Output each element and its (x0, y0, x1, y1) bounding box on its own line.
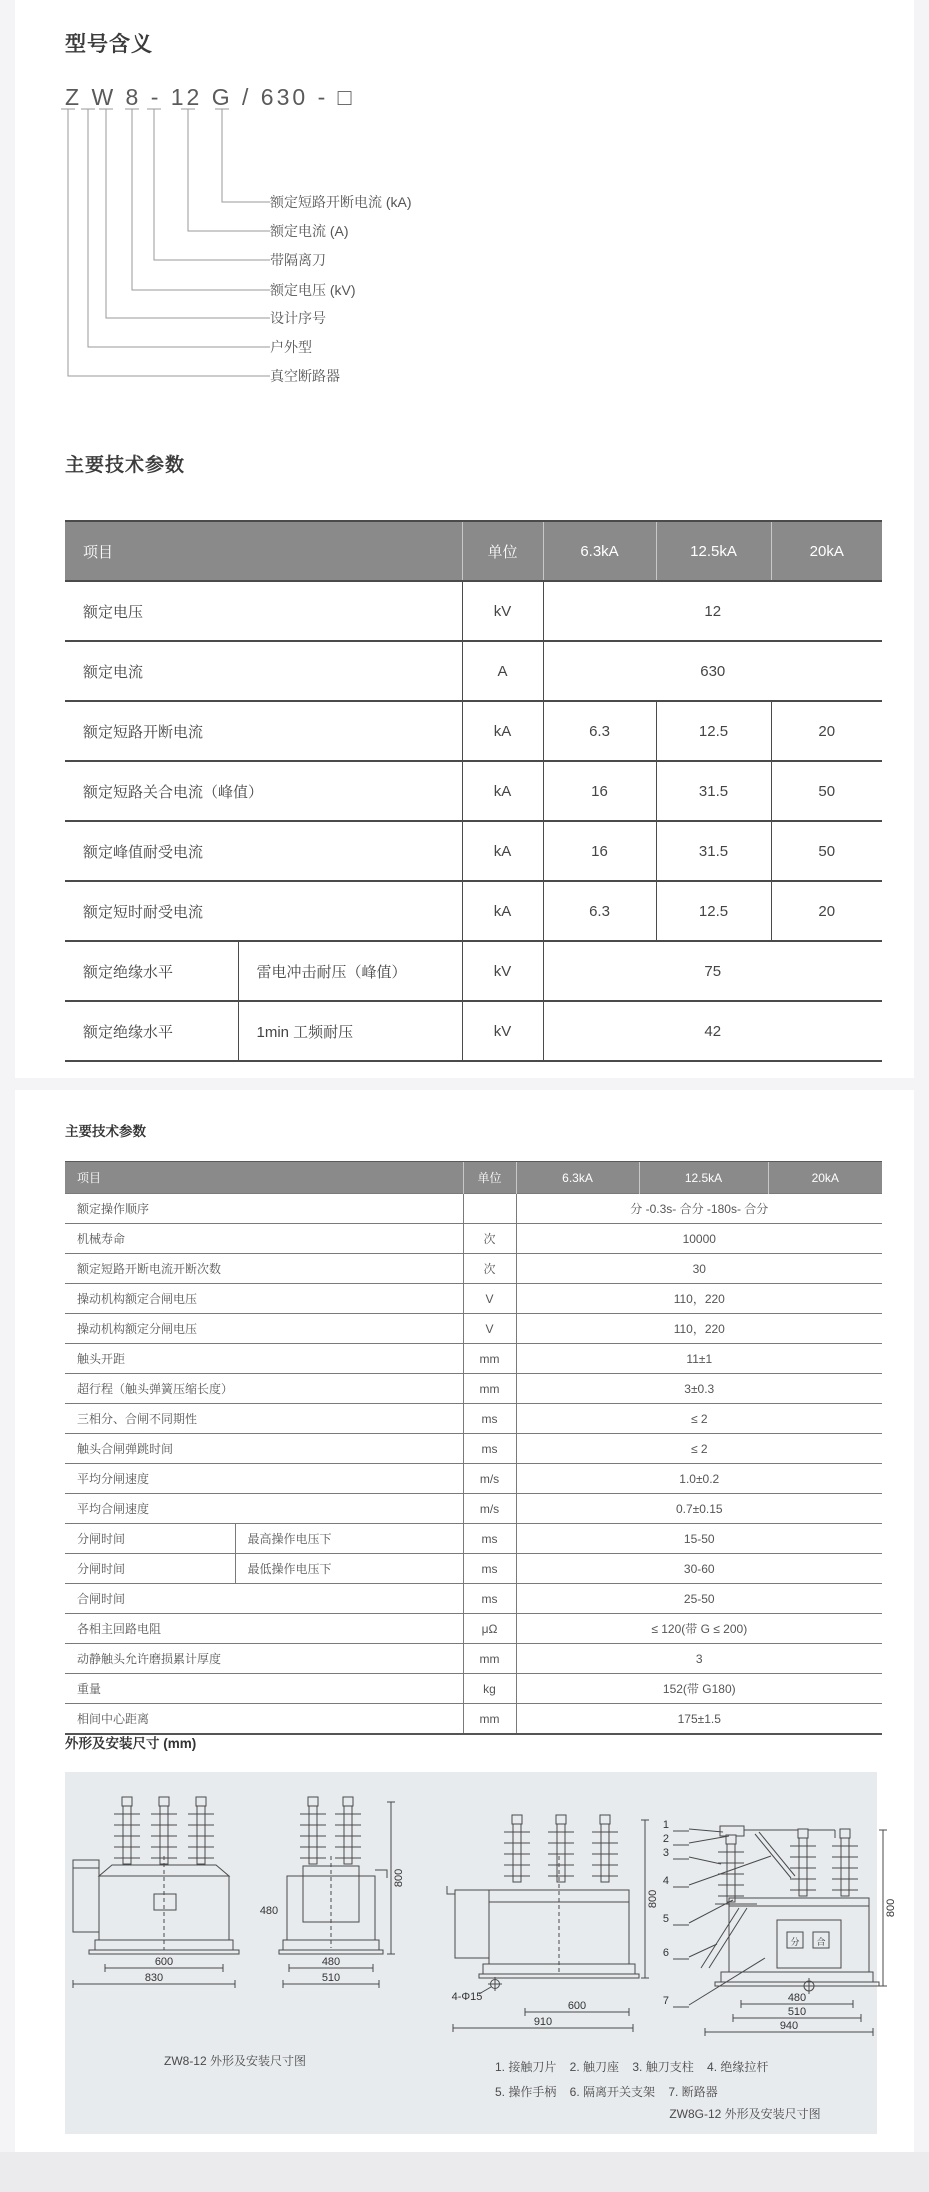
header-cell: 12.5kA (639, 1162, 768, 1194)
table-header-row (65, 521, 882, 581)
unit-cell: A (462, 641, 543, 701)
param-sub-cell: 雷电冲击耐压（峰值） (238, 941, 462, 1001)
detail-params-heading: 主要技术参数 (65, 1124, 146, 1139)
unit-cell: kA (462, 701, 543, 761)
param-sub-cell: 1min 工频耐压 (238, 1001, 462, 1061)
unit-cell: 次 (463, 1254, 516, 1284)
callout-7: 7 (662, 1995, 669, 2007)
param-sub-cell: 最低操作电压下 (235, 1554, 463, 1584)
model-code: Z W 8 - 12 G / 630 - □ (65, 84, 355, 110)
legend-line-2: 5. 操作手柄 6. 隔离开关支架 7. 断路器 (495, 2085, 718, 2099)
header-cell: 20kA (768, 1162, 882, 1194)
header-cell: 单位 (463, 1162, 516, 1194)
model-label-design-serial: 设计序号 (270, 310, 326, 326)
table-row (65, 1644, 882, 1674)
value-cell: 16 (543, 761, 656, 821)
param-cell: 额定短路关合电流（峰值） (65, 761, 462, 821)
dim-b-holes: 4-Φ15 (451, 1991, 483, 2003)
table-row (65, 1194, 882, 1224)
dim-b-910: 910 (533, 2016, 553, 2028)
table-row (65, 1584, 882, 1614)
value-cell: 175±1.5 (516, 1704, 882, 1735)
table-row (65, 1494, 882, 1524)
param-cell: 三相分、合闸不同期性 (65, 1404, 463, 1434)
param-cell: 额定操作顺序 (65, 1194, 463, 1224)
param-cell: 操动机构额定分闸电压 (65, 1314, 463, 1344)
unit-cell: m/s (463, 1464, 516, 1494)
unit-cell: mm (463, 1344, 516, 1374)
unit-cell: kA (462, 881, 543, 941)
dim-a-480: 480 (321, 1956, 341, 1968)
unit-cell: ms (463, 1524, 516, 1554)
unit-cell: kV (462, 941, 543, 1001)
table-row (65, 1344, 882, 1374)
param-cell: 分闸时间 (65, 1524, 235, 1554)
zw8g-side-view (673, 1826, 887, 2036)
dim-b-800: 800 (647, 1889, 659, 1909)
table-header-row (65, 1162, 882, 1194)
param-cell: 分闸时间 (65, 1554, 235, 1584)
header-cell: 6.3kA (543, 521, 656, 581)
value-cell: 20 (771, 881, 882, 941)
param-cell: 触头合闸弹跳时间 (65, 1434, 463, 1464)
value-cell: 50 (771, 821, 882, 881)
param-cell: 额定电流 (65, 641, 462, 701)
callout-6: 6 (662, 1947, 669, 1959)
value-cell: 75 (543, 941, 882, 1001)
param-cell: 机械寿命 (65, 1224, 463, 1254)
dim-a-480-left: 480 (259, 1905, 279, 1917)
table-row (65, 941, 882, 1001)
unit-cell: kA (462, 761, 543, 821)
value-cell: 110，220 (516, 1284, 882, 1314)
header-cell: 20kA (771, 521, 882, 581)
dim-bs-510: 510 (787, 2006, 807, 2018)
value-cell: 3 (516, 1644, 882, 1674)
param-sub-cell: 最高操作电压下 (235, 1524, 463, 1554)
dim-bs-800: 800 (885, 1898, 897, 1918)
table-row (65, 1674, 882, 1704)
value-cell: 12.5 (656, 701, 771, 761)
table-row (65, 1224, 882, 1254)
model-meaning-section (15, 0, 914, 1078)
value-cell: 12 (543, 581, 882, 641)
table-row (65, 1254, 882, 1284)
value-cell: 25-50 (516, 1584, 882, 1614)
unit-cell: ms (463, 1404, 516, 1434)
param-cell: 平均合闸速度 (65, 1494, 463, 1524)
dim-b-600: 600 (567, 2000, 587, 2012)
model-label-rated-voltage: 额定电压 (kV) (270, 282, 356, 298)
value-cell: 20 (771, 701, 882, 761)
main-params-heading: 主要技术参数 (65, 455, 186, 476)
param-cell: 额定绝缘水平 (65, 941, 238, 1001)
value-cell: ≤ 2 (516, 1404, 882, 1434)
param-cell: 动静触头允许磨损累计厚度 (65, 1644, 463, 1674)
unit-cell: ms (463, 1434, 516, 1464)
unit-cell: V (463, 1314, 516, 1344)
header-cell: 项目 (65, 521, 462, 581)
table-row (65, 1524, 882, 1554)
switch-close-label: 合 (816, 1937, 826, 1947)
page-footer-band (0, 2152, 929, 2192)
unit-cell: mm (463, 1704, 516, 1735)
value-cell: 15-50 (516, 1524, 882, 1554)
value-cell: 630 (543, 641, 882, 701)
dim-a-600: 600 (154, 1956, 174, 1968)
callout-4: 4 (662, 1875, 669, 1887)
param-cell: 操动机构额定合闸电压 (65, 1284, 463, 1314)
param-cell: 相间中心距离 (65, 1704, 463, 1735)
dim-a-800: 800 (393, 1868, 405, 1888)
value-cell: ≤ 2 (516, 1434, 882, 1464)
value-cell: 42 (543, 1001, 882, 1061)
unit-cell: kA (462, 821, 543, 881)
unit-cell: V (463, 1284, 516, 1314)
param-cell: 额定峰值耐受电流 (65, 821, 462, 881)
model-label-isolator: 带隔离刀 (270, 252, 326, 268)
param-cell: 额定电压 (65, 581, 462, 641)
main-params-table (65, 520, 882, 1062)
dim-bs-940: 940 (779, 2020, 799, 2032)
unit-cell: ms (463, 1554, 516, 1584)
unit-cell: kV (462, 1001, 543, 1061)
caption-zw8: ZW8-12 外形及安装尺寸图 (163, 2054, 306, 2068)
value-cell: 31.5 (656, 761, 771, 821)
outline-drawings (65, 1772, 897, 2134)
param-cell: 额定绝缘水平 (65, 1001, 238, 1061)
detail-params-section (15, 1090, 914, 2152)
unit-cell: 次 (463, 1224, 516, 1254)
switch-open-label: 分 (790, 1937, 800, 1947)
unit-cell: mm (463, 1374, 516, 1404)
unit-cell: μΩ (463, 1614, 516, 1644)
model-label-vacuum-breaker: 真空断路器 (270, 368, 340, 384)
param-cell: 平均分闸速度 (65, 1464, 463, 1494)
value-cell: 110，220 (516, 1314, 882, 1344)
callout-5: 5 (662, 1913, 669, 1925)
unit-cell: kV (462, 581, 543, 641)
table-row (65, 1554, 882, 1584)
dim-bs-480: 480 (787, 1992, 807, 2004)
param-cell: 各相主回路电阻 (65, 1614, 463, 1644)
value-cell: 1.0±0.2 (516, 1464, 882, 1494)
table-row (65, 1404, 882, 1434)
value-cell: 12.5 (656, 881, 771, 941)
value-cell: 30-60 (516, 1554, 882, 1584)
header-cell: 项目 (65, 1162, 463, 1194)
table-row (65, 821, 882, 881)
page-title: 型号含义 (65, 33, 153, 56)
detail-params-table (65, 1161, 882, 1735)
param-cell: 合闸时间 (65, 1584, 463, 1614)
table-row (65, 1284, 882, 1314)
table-row (65, 1001, 882, 1061)
callout-2: 2 (662, 1833, 669, 1845)
unit-cell: mm (463, 1644, 516, 1674)
value-cell: 6.3 (543, 701, 656, 761)
table-row (65, 641, 882, 701)
value-cell: 16 (543, 821, 656, 881)
value-cell: 6.3 (543, 881, 656, 941)
unit-cell: kg (463, 1674, 516, 1704)
header-cell: 单位 (462, 521, 543, 581)
param-cell: 额定短路开断电流 (65, 701, 462, 761)
caption-zw8g: ZW8G-12 外形及安装尺寸图 (669, 2107, 821, 2121)
table-row (65, 1434, 882, 1464)
model-label-outdoor: 户外型 (270, 339, 312, 355)
dim-a-830: 830 (144, 1972, 164, 1984)
dimensions-heading: 外形及安装尺寸 (mm) (65, 1736, 197, 1751)
callout-1: 1 (662, 1819, 669, 1831)
model-diagram-lines (60, 106, 285, 391)
header-cell: 12.5kA (656, 521, 771, 581)
table-row (65, 881, 882, 941)
value-cell: 31.5 (656, 821, 771, 881)
value-cell: 3±0.3 (516, 1374, 882, 1404)
value-cell: 分 -0.3s- 合分 -180s- 合分 (516, 1194, 882, 1224)
callout-3: 3 (662, 1847, 669, 1859)
table-row (65, 701, 882, 761)
header-cell: 6.3kA (516, 1162, 639, 1194)
param-cell: 额定短时耐受电流 (65, 881, 462, 941)
unit-cell (463, 1194, 516, 1224)
unit-cell: m/s (463, 1494, 516, 1524)
value-cell: 152(带 G180) (516, 1674, 882, 1704)
param-cell: 额定短路开断电流开断次数 (65, 1254, 463, 1284)
table-row (65, 761, 882, 821)
dim-a-510: 510 (321, 1972, 341, 1984)
table-row (65, 581, 882, 641)
value-cell: ≤ 120(带 G ≤ 200) (516, 1614, 882, 1644)
model-label-breaking-current: 额定短路开断电流 (kA) (270, 194, 412, 210)
value-cell: 50 (771, 761, 882, 821)
value-cell: 11±1 (516, 1344, 882, 1374)
value-cell: 30 (516, 1254, 882, 1284)
param-cell: 触头开距 (65, 1344, 463, 1374)
table-row (65, 1614, 882, 1644)
table-row (65, 1314, 882, 1344)
value-cell: 10000 (516, 1224, 882, 1254)
legend-line-1: 1. 接触刀片 2. 触刀座 3. 触刀支柱 4. 绝缘拉杆 (495, 2060, 769, 2074)
table-row (65, 1704, 882, 1735)
model-label-rated-current: 额定电流 (A) (270, 223, 349, 239)
table-row (65, 1374, 882, 1404)
param-cell: 重量 (65, 1674, 463, 1704)
value-cell: 0.7±0.15 (516, 1494, 882, 1524)
param-cell: 超行程（触头弹簧压缩长度） (65, 1374, 463, 1404)
table-row (65, 1464, 882, 1494)
dimension-drawings-panel (65, 1772, 897, 2134)
unit-cell: ms (463, 1584, 516, 1614)
